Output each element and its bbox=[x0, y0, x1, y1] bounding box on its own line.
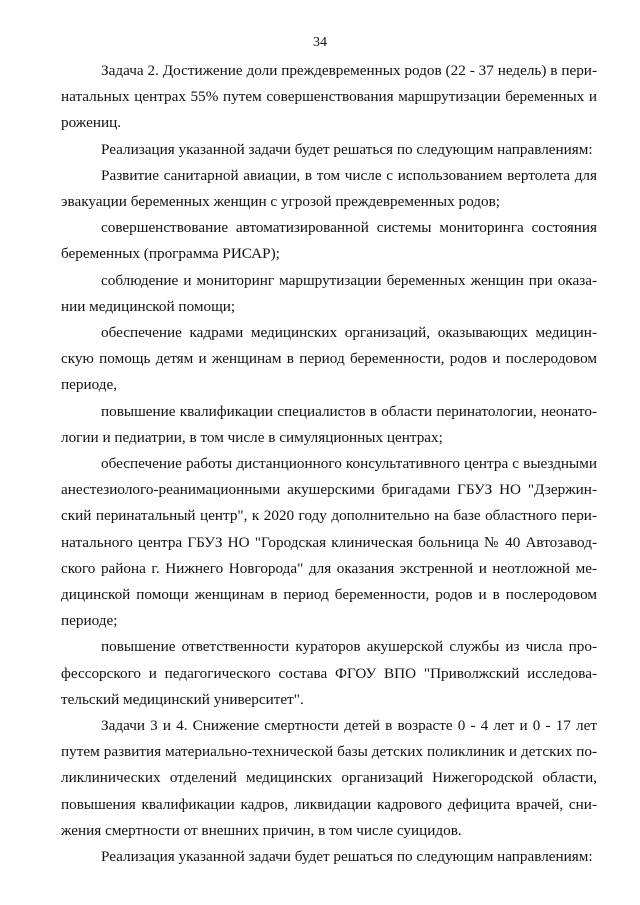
paragraph-task-2: Задача 2. Достижение доли преждевременных родов (22 - 37 недель) в перинатальных центрах 55% путем совершенствования маршрутизации беременных и рожениц. bbox=[61, 62, 597, 132]
paragraph-implementation-outro: Реализация указанной задачи будет решаться по следующим направлениям: bbox=[101, 848, 593, 866]
paragraph-monitoring-system: совершенствование автоматизированной системы мониторинга состояния беременных (программа РИСАР); bbox=[61, 219, 597, 263]
paragraph-implementation-intro: Реализация указанной задачи будет решаться по следующим направлениям: bbox=[101, 140, 593, 158]
paragraph-sanitary-aviation: Развитие санитарной авиации, в том числе с использованием вертолета для эвакуации беременных женщин с угрозой преждевременных родов; bbox=[61, 166, 597, 211]
paragraph-tasks-3-4: Задачи 3 и 4. Снижение смертности детей в возрасте 0 - 4 лет и 0 - 17 лет путем развития материально-технической базы детских поликлиник и детских поликлинических отделений медицинских организаций Нижегородской области, повышения квалификации кадров, ликвидации кадрового дефицита врачей, снижения смертности от внешних причин, в том числе суицидов. bbox=[61, 717, 597, 839]
document-body bbox=[61, 58, 597, 870]
page-number: 34 bbox=[313, 35, 327, 50]
paragraph-remote-consulting-center: обеспечение работы дистанционного консультативного центра с выездными анестезиолого-реанимационными акушерскими бригадами ГБУЗ НО "Дзержинский перинатальный центр", к 2020 году дополнительно на базе областного перинатального центра ГБУЗ НО "Городская клиническая больница № 40 Автозаводского района г. Нижнего Новгорода" для оказания экстренной и неотложной медицинской помощи женщинам в период беременности, родов и в послеродовом периоде; bbox=[61, 455, 597, 630]
paragraph-curators-responsibility: повышение ответственности кураторов акушерской службы из числа профессорского и педагогического состава ФГОУ ВПО "Приволжский исследовательский медицинский университет". bbox=[61, 638, 597, 708]
paragraph-routing-compliance: соблюдение и мониторинг маршрутизации беременных женщин при оказании медицинской помощи; bbox=[61, 271, 597, 315]
paragraph-qualification: повышение квалификации специалистов в области перинатологии, неонатологии и педиатрии, в том числе в симуляционных центрах; bbox=[61, 402, 597, 446]
paragraph-staffing: обеспечение кадрами медицинских организаций, оказывающих медицинскую помощь детям и женщинам в период беременности, родов и послеродовом периоде, bbox=[61, 324, 597, 394]
